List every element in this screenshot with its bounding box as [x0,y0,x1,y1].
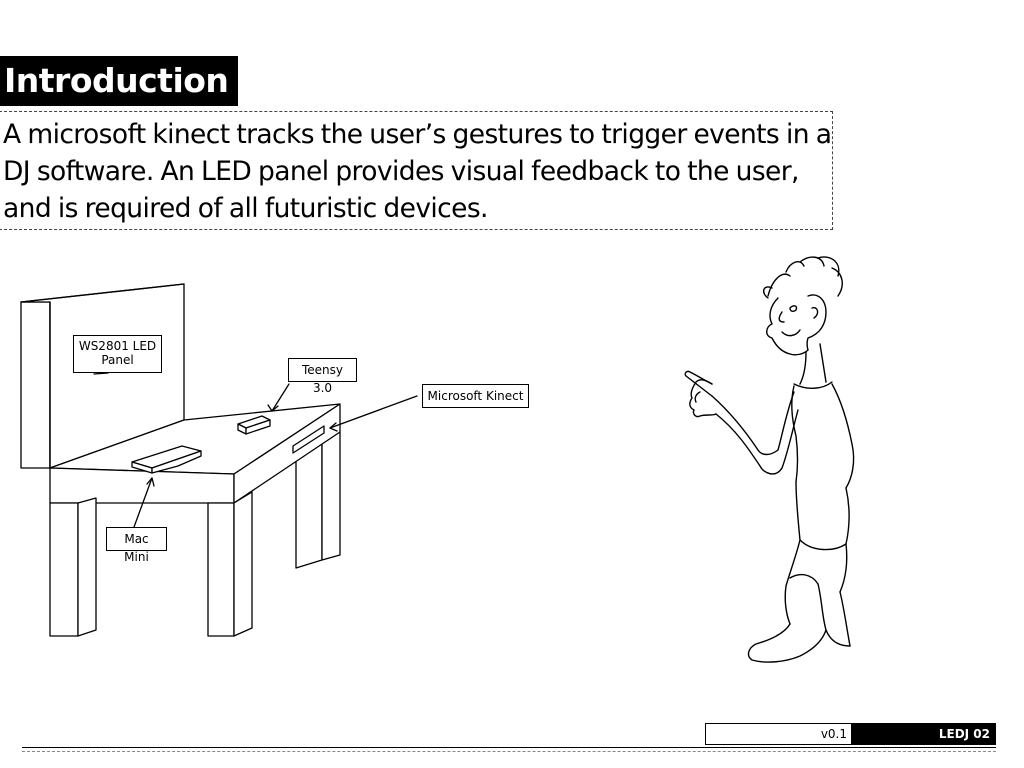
mac-mini-label: Mac Mini [106,527,167,551]
led-panel-label-line2: Panel [101,353,134,367]
version-badge: v0.1 [705,723,852,745]
intro-text: A microsoft kinect tracks the user’s gestures to trigger events in a DJ software. An LED panel provides visual feedback to the user, and is required of all futuristic devices. [3,119,832,224]
footer-rule [22,747,996,748]
teensy-pointer [272,384,289,411]
kinect-pointer [330,396,417,428]
led-panel-label [73,335,162,373]
led-panel-label-line1: WS2801 LED [78,339,157,353]
user-figure-drawing [685,257,853,662]
kinect-label: Microsoft Kinect [422,384,529,408]
slide-title: Introduction [0,56,238,106]
footer-dashed-rule [22,751,996,752]
teensy-label: Teensy 3.0 [288,358,357,382]
slide-id-badge: LEDJ 02 [852,723,996,745]
